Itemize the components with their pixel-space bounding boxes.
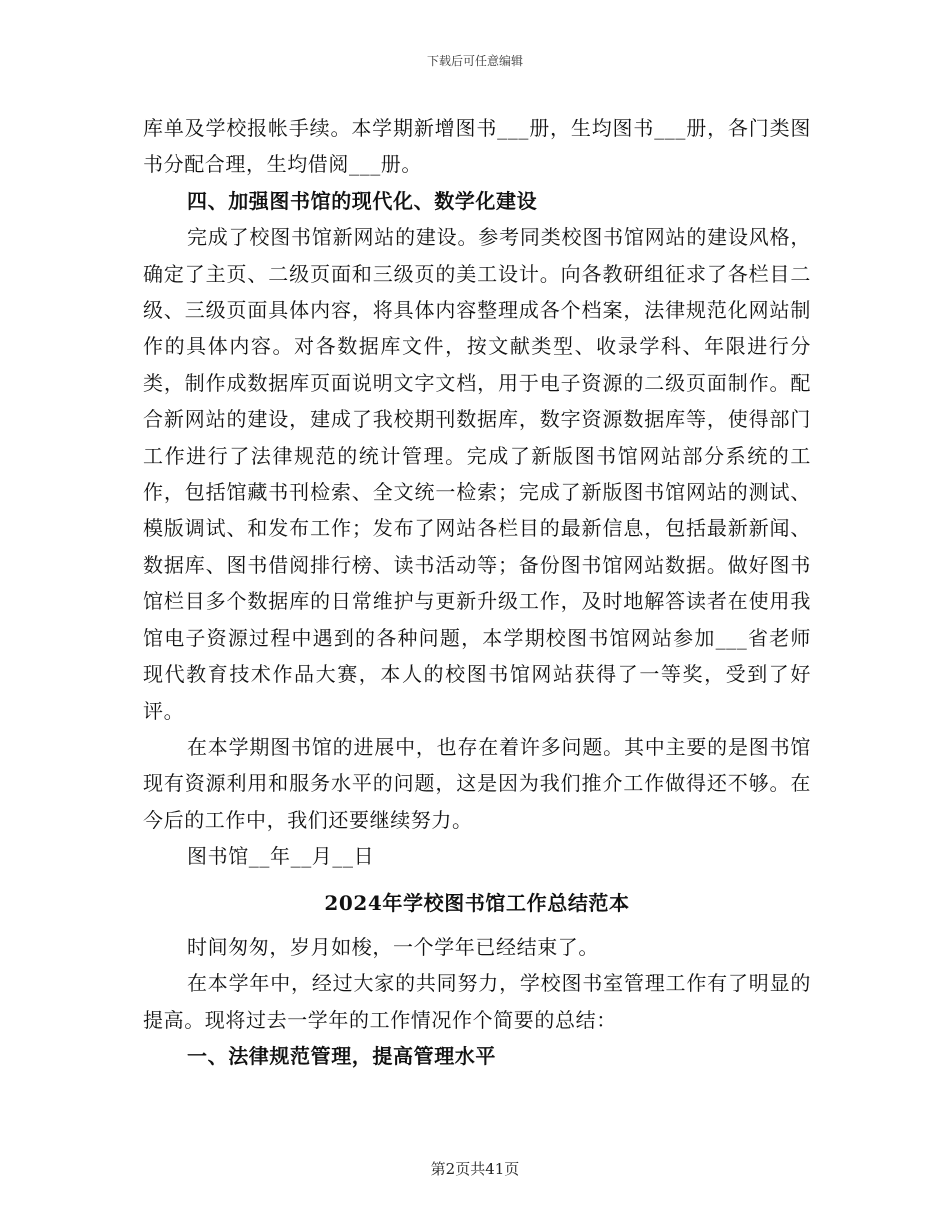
- section-heading-1: 一、法律规范管理，提高管理水平: [187, 1044, 496, 1069]
- signature-date: 图书馆__年__月__日: [187, 844, 375, 869]
- document-body: [143, 110, 811, 1075]
- paragraph-continuation: 库单及学校报帐手续。本学期新增图书___册，生均图书___册，各门类图书分配合理，生均借阅___册。: [143, 116, 811, 177]
- paragraph-summary: 在本学年中，经过大家的共同努力，学校图书室管理工作有了明显的提高。现将过去一学年的工作情况作个简要的总结：: [143, 971, 811, 1032]
- document-title: 2024年学校图书馆工作总结范本: [324, 890, 630, 915]
- paragraph-problems: 在本学期图书馆的进展中，也存在着许多问题。其中主要的是图书馆现有资源利用和服务水平的问题，这是因为我们推介工作做得还不够。在今后的工作中，我们还要继续努力。: [143, 734, 811, 832]
- page-number: 第2页共41页: [430, 1160, 520, 1178]
- section-heading-4: 四、加强图书馆的现代化、数学化建设: [187, 188, 538, 213]
- paragraph-intro: 时间匆匆，岁月如梭，一个学年已经结束了。: [187, 934, 599, 959]
- page-header: 下载后可任意编辑: [426, 54, 523, 68]
- paragraph-website: 完成了校图书馆新网站的建设。参考同类校图书馆网站的建设风格，确定了主页、二级页面和三级页的美工设计。向各教研组征求了各栏目二级、三级页面具体内容，将具体内容整理成各个档案，法律规范化网站制作的具体内容。对各数据库文件，按文献类型、收录学科、年限进行分类，制作成数据库页面说明文字文档，用于电子资源的二级页面制作。配合新网站的建设，建成了我校期刊数据库，数字资源数据库等，使得部门工作进行了法律规范的统计管理。完成了新版图书馆网站部分系统的工作，包括馆藏书刊检索、全文统一检索；完成了新版图书馆网站的测试、模版调试、和发布工作；发布了网站各栏目的最新信息，包括最新新闻、数据库、图书借阅排行榜、读书活动等；备份图书馆网站数据。做好图书馆栏目多个数据库的日常维护与更新升级工作，及时地解答读者在使用我馆电子资源过程中遇到的各种问题，本学期校图书馆网站参加___省老师现代教育技术作品大赛，本人的校图书馆网站获得了一等奖，受到了好评。: [143, 225, 811, 723]
